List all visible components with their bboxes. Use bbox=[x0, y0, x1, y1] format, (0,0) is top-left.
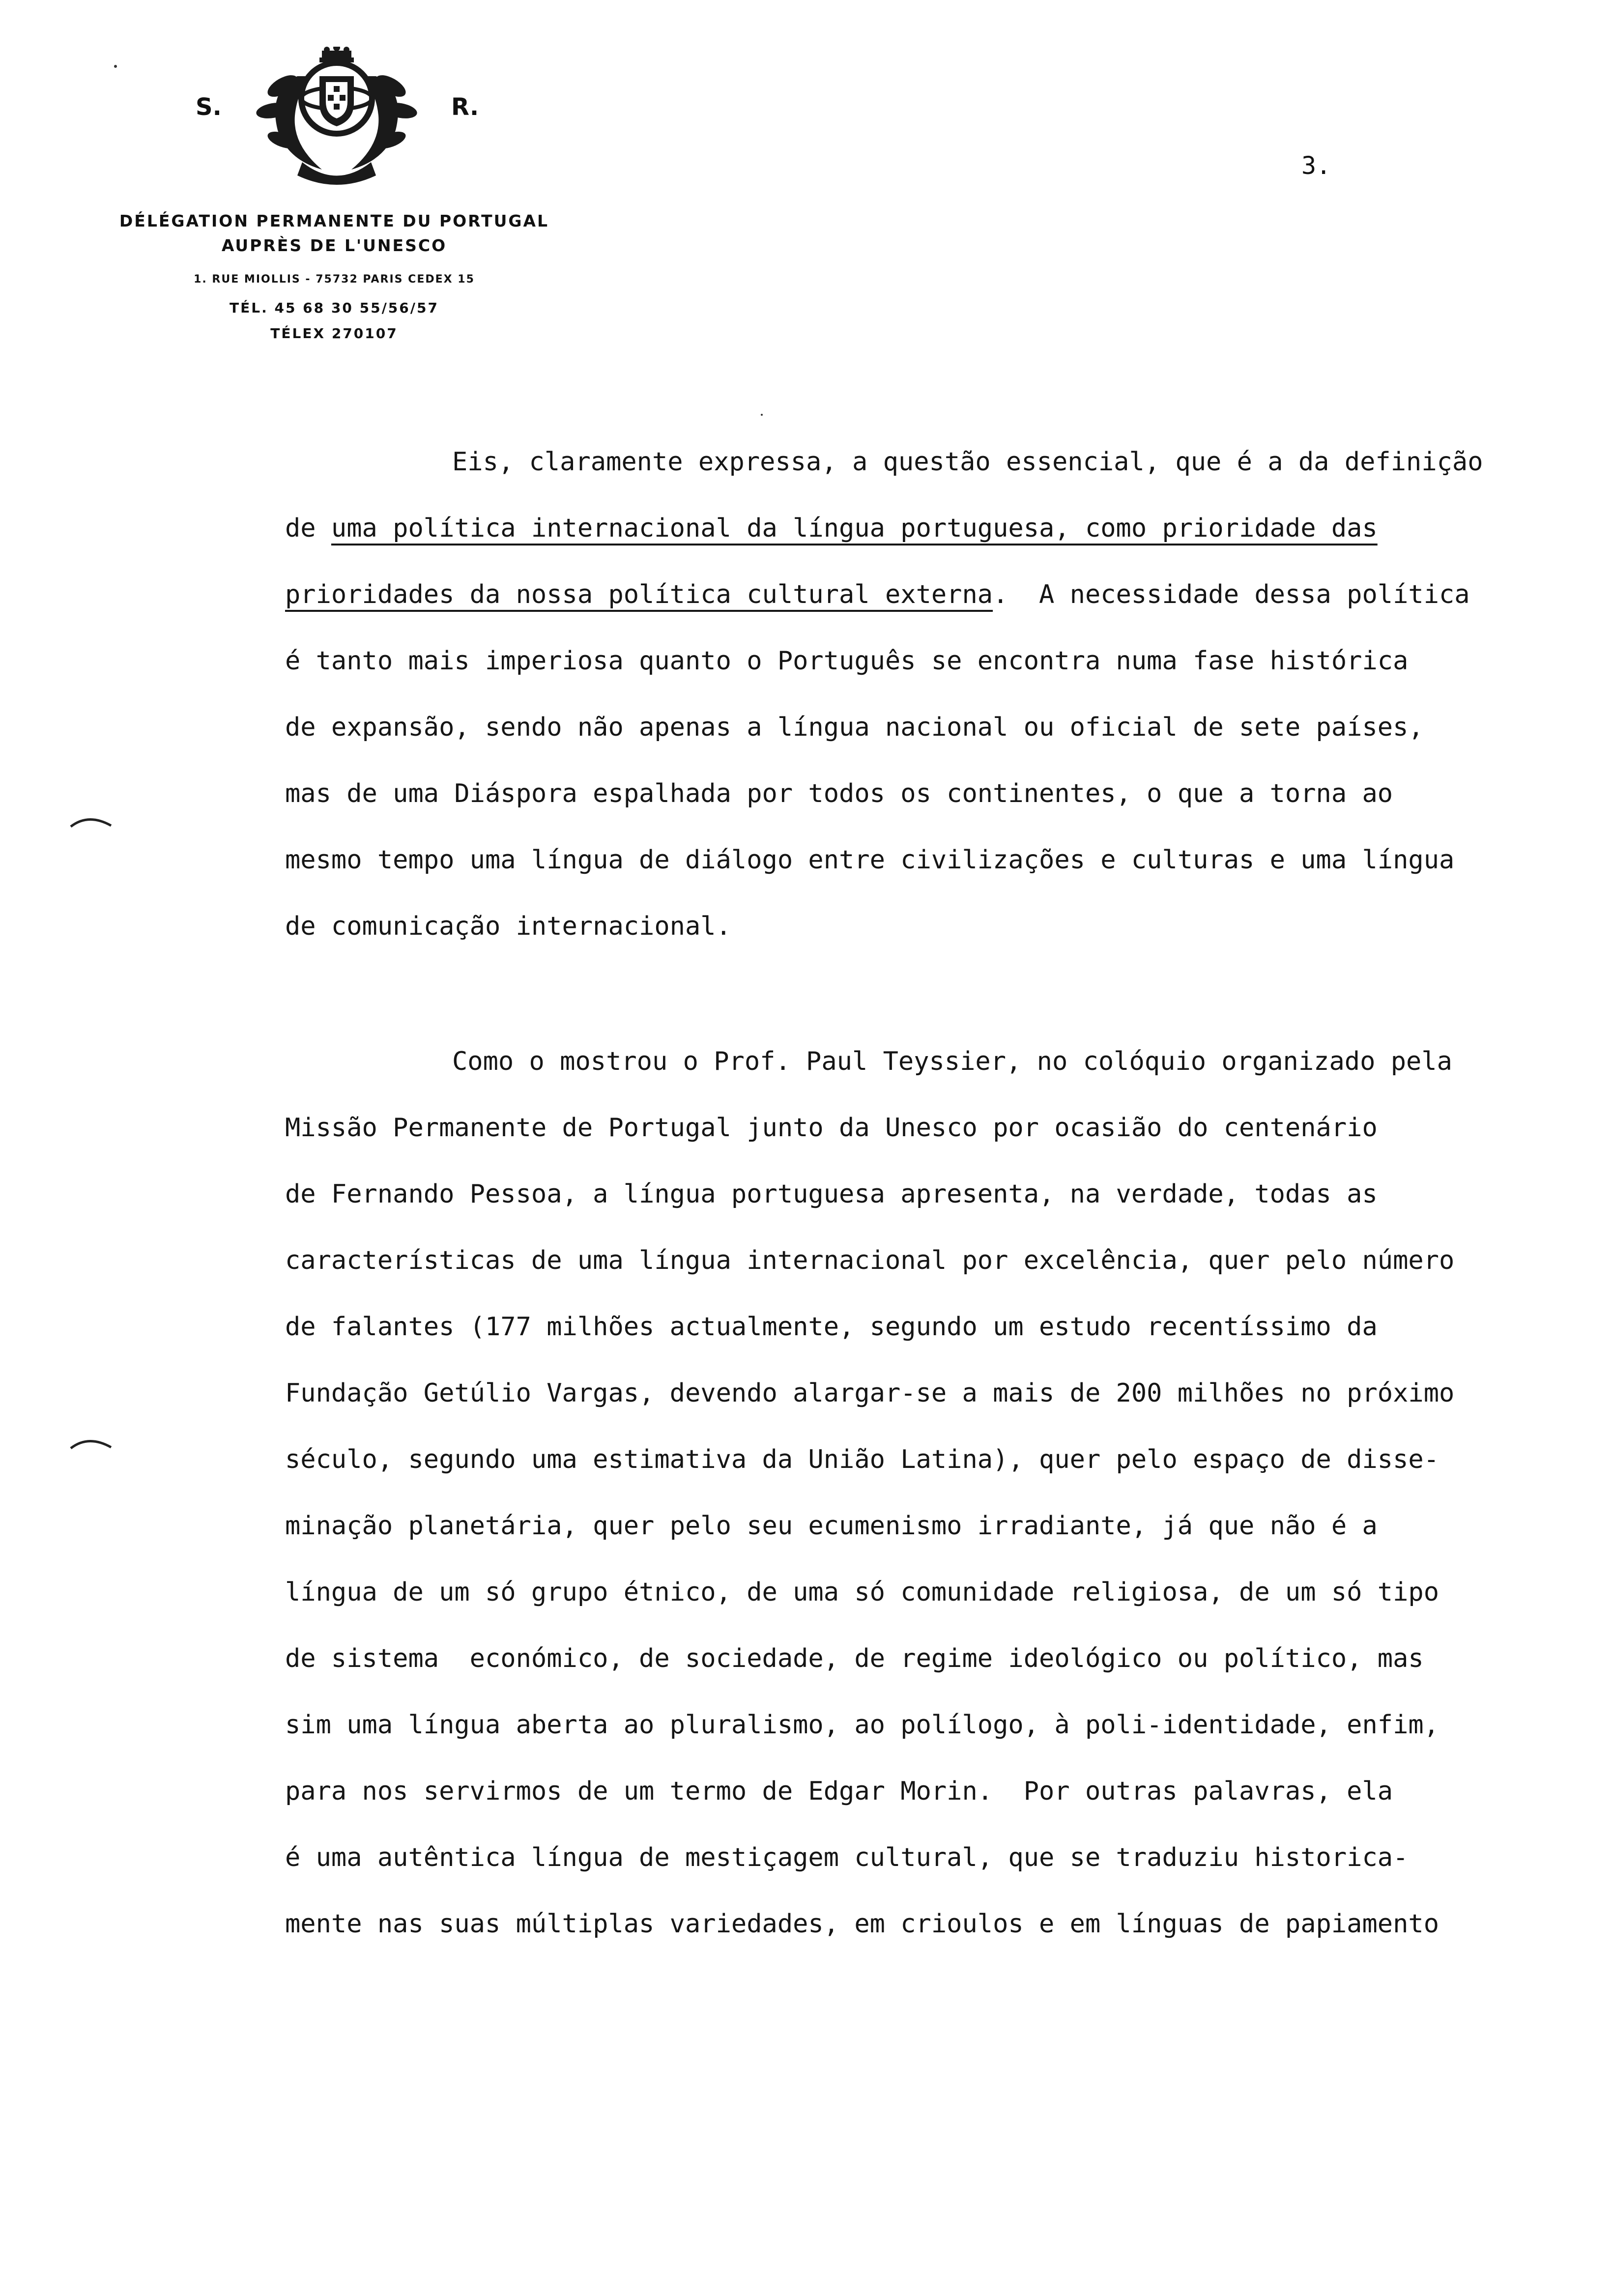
paragraph-line: língua de um só grupo étnico, de uma só comunidade religiosa, de um só tipo bbox=[285, 1578, 1439, 1607]
paragraph-line: Missão Permanente de Portugal junto da Unesco por ocasião do centenário bbox=[285, 1113, 1378, 1143]
paragraph-line: minação planetária, quer pelo seu ecumenismo irradiante, já que não é a bbox=[285, 1511, 1378, 1541]
paragraph-line: é uma autêntica língua de mestiçagem cultural, que se traduziu historica- bbox=[285, 1843, 1409, 1872]
coat-of-arms-emblem bbox=[248, 47, 425, 189]
margin-hole-mark bbox=[69, 811, 113, 831]
paragraph-line: sim uma língua aberta ao pluralismo, ao polílogo, à poli-identidade, enfim, bbox=[285, 1710, 1439, 1740]
paragraph-line: para nos servirmos de um termo de Edgar Morin. Por outras palavras, ela bbox=[285, 1777, 1393, 1806]
paragraph-line: de falantes (177 milhões actualmente, segundo um estudo recentíssimo da bbox=[285, 1312, 1378, 1342]
paragraph-line: Fundação Getúlio Vargas, devendo alargar-se a mais de 200 milhões no próximo bbox=[285, 1378, 1455, 1408]
paragraph-line: Eis, claramente expressa, a questão essencial, que é a da definição bbox=[452, 447, 1483, 477]
paragraph-line: de sistema económico, de sociedade, de regime ideológico ou político, mas bbox=[285, 1644, 1424, 1673]
letterhead-organization: DÉLÉGATION PERMANENTE DU PORTUGAL bbox=[119, 211, 549, 230]
paragraph-line bbox=[285, 580, 1470, 609]
paragraph-line: século, segundo uma estimativa da União Latina), quer pelo espaço de disse- bbox=[285, 1445, 1439, 1474]
paragraph-line: é tanto mais imperiosa quanto o Português se encontra numa fase histórica bbox=[285, 646, 1409, 676]
paragraph-line: de comunicação internacional. bbox=[285, 912, 731, 941]
paragraph-line: de expansão, sendo não apenas a língua nacional ou oficial de sete países, bbox=[285, 713, 1424, 742]
letterhead-telephone: TÉL. 45 68 30 55/56/57 bbox=[230, 300, 439, 316]
paragraph-text: . A necessidade dessa política bbox=[993, 580, 1470, 609]
underlined-text: prioridades da nossa política cultural externa bbox=[285, 580, 993, 609]
letterhead-right-letter: R. bbox=[451, 93, 479, 121]
letterhead-telex: TÉLEX 270107 bbox=[270, 325, 398, 342]
letterhead-left-letter: S. bbox=[196, 93, 222, 121]
paragraph-line: de Fernando Pessoa, a língua portuguesa apresenta, na verdade, todas as bbox=[285, 1179, 1378, 1209]
letterhead-address: 1. RUE MIOLLIS - 75732 PARIS CEDEX 15 bbox=[194, 273, 475, 286]
paragraph-line bbox=[285, 514, 1378, 543]
paragraph-line: mas de uma Diáspora espalhada por todos os continentes, o que a torna ao bbox=[285, 779, 1393, 808]
paragraph-line: Como o mostrou o Prof. Paul Teyssier, no colóquio organizado pela bbox=[452, 1047, 1452, 1076]
margin-hole-mark bbox=[69, 1433, 113, 1452]
paragraph-line: mesmo tempo uma língua de diálogo entre civilizações e culturas e uma língua bbox=[285, 845, 1455, 875]
underlined-text: uma política internacional da língua portuguesa, como prioridade das bbox=[331, 514, 1378, 543]
scan-speck bbox=[761, 414, 763, 416]
paragraph-line: características de uma língua internacional por excelência, quer pelo número bbox=[285, 1246, 1455, 1275]
paragraph-text: de bbox=[285, 514, 331, 543]
letterhead-organization-sub: AUPRÈS DE L'UNESCO bbox=[221, 236, 447, 255]
page-number: 3. bbox=[1301, 151, 1331, 180]
scan-speck bbox=[114, 65, 117, 68]
paragraph-line: mente nas suas múltiplas variedades, em crioulos e em línguas de papiamento bbox=[285, 1909, 1439, 1939]
